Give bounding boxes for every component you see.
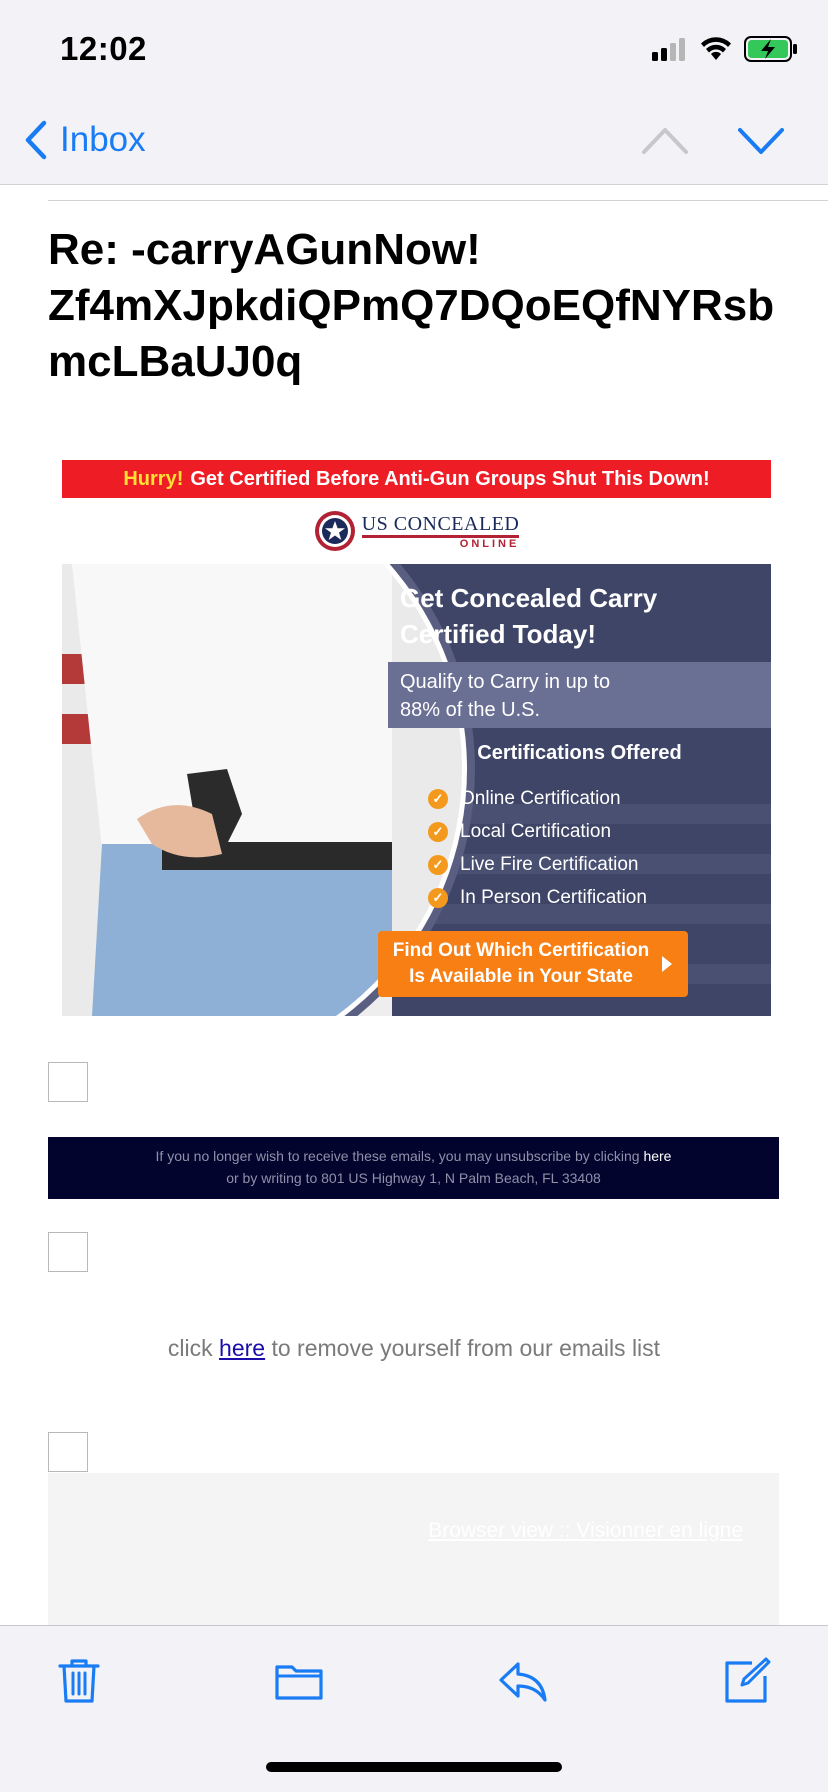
battery-charging-icon bbox=[744, 36, 798, 62]
back-to-inbox-button[interactable] bbox=[24, 120, 146, 160]
check-icon: ✓ bbox=[428, 789, 448, 809]
logo-main-text: US CONCEALED bbox=[362, 513, 520, 538]
status-bar bbox=[0, 0, 828, 100]
logo-sub-text: ONLINE bbox=[459, 537, 520, 550]
footer-panel bbox=[48, 1473, 779, 1628]
cta-line2: Is Available in Your State bbox=[409, 966, 633, 987]
folder-icon[interactable] bbox=[274, 1656, 324, 1706]
trash-icon[interactable] bbox=[54, 1656, 104, 1706]
certification-item bbox=[428, 848, 647, 881]
compose-icon[interactable] bbox=[722, 1656, 772, 1706]
next-message-chevron-down-icon[interactable] bbox=[736, 120, 786, 160]
image-placeholder bbox=[48, 1232, 88, 1272]
certifications-list bbox=[428, 782, 647, 914]
hurry-prefix: Hurry! bbox=[123, 467, 184, 490]
header-divider bbox=[48, 200, 828, 201]
status-time: 12:02 bbox=[60, 30, 147, 67]
remove-link[interactable]: here bbox=[219, 1335, 266, 1361]
email-subject: Re: -carryAGunNow! Zf4mXJpkdiQPmQ7DQoEQfNYRsbmcLBaUJ0q bbox=[48, 225, 775, 386]
check-icon: ✓ bbox=[428, 822, 448, 842]
check-icon: ✓ bbox=[428, 888, 448, 908]
back-label: Inbox bbox=[60, 120, 146, 159]
remove-prefix: click bbox=[167, 1335, 213, 1361]
nav-bar bbox=[0, 100, 828, 185]
certification-label: Local Certification bbox=[460, 820, 612, 842]
reply-icon[interactable] bbox=[498, 1656, 548, 1706]
certification-item bbox=[428, 881, 647, 914]
image-placeholder bbox=[48, 1062, 88, 1102]
certifications-title: Certifications Offered bbox=[477, 742, 682, 764]
previous-message-chevron-up-icon[interactable] bbox=[640, 120, 690, 160]
image-placeholder bbox=[48, 1432, 88, 1472]
banner-heading-line1: Get Concealed Carry bbox=[400, 583, 658, 613]
brand-logo bbox=[62, 498, 771, 564]
star-seal-icon bbox=[314, 510, 356, 552]
qualify-box bbox=[388, 662, 771, 728]
browser-view-link[interactable]: Browser view :: Visionner en ligne bbox=[428, 1519, 743, 1542]
banner-heading-line2: Certified Today! bbox=[400, 619, 596, 649]
chevron-left-icon bbox=[24, 120, 48, 160]
certification-label: In Person Certification bbox=[460, 886, 647, 908]
home-indicator bbox=[266, 1762, 562, 1772]
cta-line1: Find Out Which Certification bbox=[392, 940, 650, 961]
find-certification-button[interactable] bbox=[378, 931, 688, 997]
qualify-line1: Qualify to Carry in up to bbox=[400, 671, 611, 693]
unsubscribe-link[interactable]: here bbox=[643, 1148, 672, 1164]
unsubscribe-text: If you no longer wish to receive these emails, you may unsubscribe by clicking bbox=[155, 1148, 640, 1164]
hurry-banner bbox=[62, 460, 771, 498]
banner-heading bbox=[400, 580, 760, 652]
wifi-icon bbox=[700, 37, 732, 61]
cellular-signal-icon bbox=[652, 37, 688, 61]
qualify-line2: 88% of the U.S. bbox=[400, 699, 541, 721]
play-arrow-icon bbox=[662, 956, 672, 972]
certification-item bbox=[428, 782, 647, 815]
status-icons bbox=[652, 34, 798, 64]
ad-creative bbox=[62, 460, 771, 1016]
certification-label: Online Certification bbox=[460, 787, 621, 809]
remove-suffix: to remove yourself from our emails list bbox=[271, 1335, 661, 1361]
hurry-text: Get Certified Before Anti-Gun Groups Shut This Down! bbox=[190, 467, 710, 490]
mailing-address: or by writing to 801 US Highway 1, N Palm Beach, FL 33408 bbox=[226, 1170, 601, 1186]
certification-item bbox=[428, 815, 647, 848]
certification-label: Live Fire Certification bbox=[460, 853, 639, 875]
promo-banner[interactable] bbox=[62, 564, 771, 1016]
remove-from-list-text bbox=[0, 1335, 828, 1362]
unsubscribe-banner bbox=[48, 1137, 779, 1199]
check-icon: ✓ bbox=[428, 855, 448, 875]
